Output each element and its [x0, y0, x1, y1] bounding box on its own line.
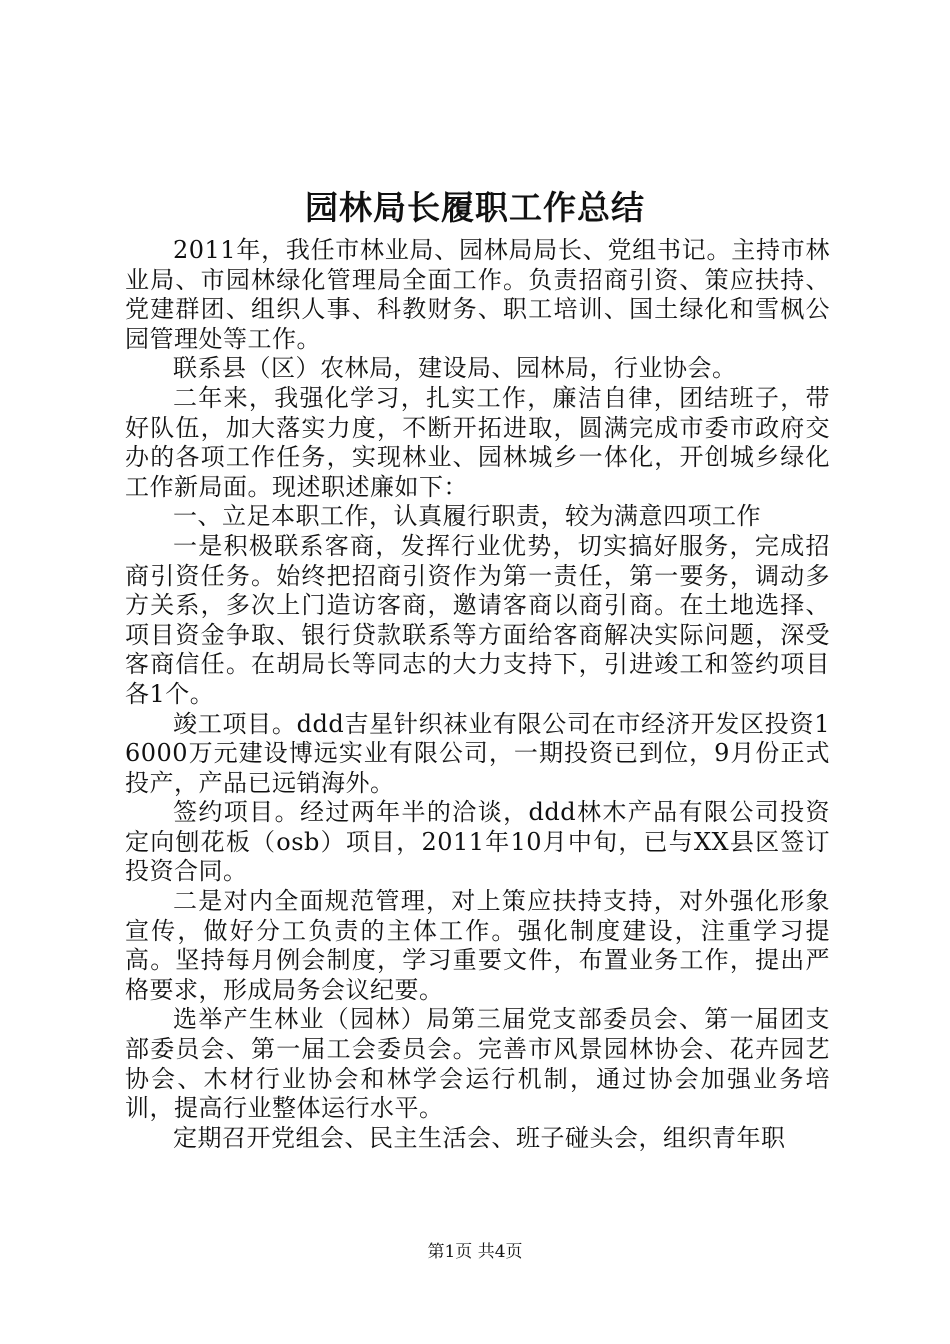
paragraph: 联系县（区）农林局，建设局、园林局，行业协会。 [173, 354, 737, 383]
section-heading: 一、立足本职工作，认真履行职责，较为满意四项工作 [173, 502, 761, 531]
paragraph: 定期召开党组会、民主生活会、班子碰头会，组织青年职 [173, 1123, 786, 1152]
document-title: 园林局长履职工作总结 [305, 188, 645, 227]
paragraph: 2011年，我任市林业局、园林局局长、党组书记。主持市林业局、市园林绿化管理局全面工作。负责招商引资、策应扶持、党建群团、组织人事、科教财务、职工培训、国土绿化和雪枫公园管理处等工作。 [125, 236, 830, 353]
paragraph: 签约项目。经过两年半的洽谈，ddd林木产品有限公司投资定向刨花板（osb）项目，2011年10月中旬，已与XX县区签订投资合同。 [125, 798, 830, 886]
page-number-footer: 第1页 共4页 [427, 1242, 523, 1262]
paragraph: 二年来，我强化学习，扎实工作，廉洁自律，团结班子，带好队伍，加大落实力度，不断开拓进取，圆满完成市委市政府交办的各项工作任务，实现林业、园林城乡一体化，开创城乡绿化工作新局面。现述职述廉如下： [125, 383, 830, 501]
paragraph: 竣工项目。ddd吉星针织袜业有限公司在市经济开发区投资16000万元建设博远实业有限公司，一期投资已到位，9月份正式投产，产品已远销海外。 [125, 709, 830, 797]
paragraph: 一是积极联系客商，发挥行业优势，切实搞好服务，完成招商引资任务。始终把招商引资作为第一责任，第一要务，调动多方关系，多次上门造访客商，邀请客商以商引商。在土地选择、项目资金争取、银行贷款联系等方面给客商解决实际问题，深受客商信任。在胡局长等同志的大力支持下，引进竣工和签约项目各1个。 [125, 531, 830, 708]
document-body [125, 236, 830, 1153]
paragraph: 二是对内全面规范管理，对上策应扶持支持，对外强化形象宣传，做好分工负责的主体工作。强化制度建设，注重学习提高。坚持每月例会制度，学习重要文件，布置业务工作，提出严格要求，形成局务会议纪要。 [125, 887, 830, 1004]
paragraph: 选举产生林业（园林）局第三届党支部委员会、第一届团支部委员会、第一届工会委员会。完善市风景园林协会、花卉园艺协会、木材行业协会和林学会运行机制，通过协会加强业务培训，提高行业整体运行水平。 [125, 1005, 830, 1123]
